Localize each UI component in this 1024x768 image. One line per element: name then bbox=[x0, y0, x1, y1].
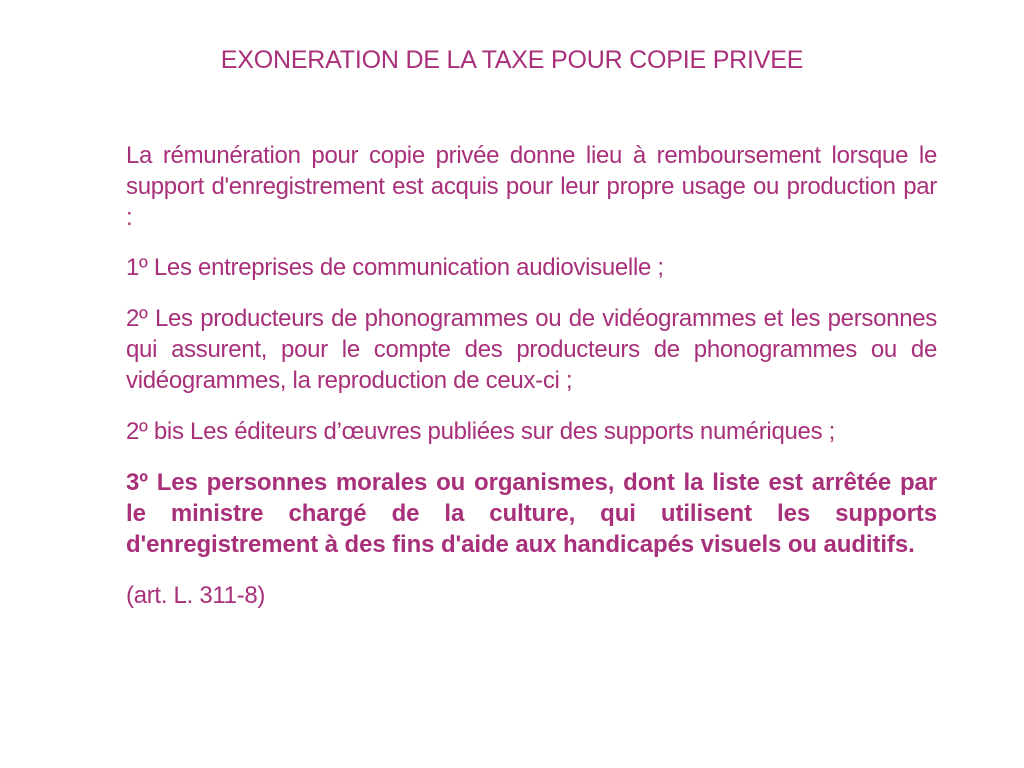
list-item-3: 3º Les personnes morales ou organismes, dont la liste est arrêtée par le ministre chargé de la culture, qui utilisent les supports d'enregistrement à des fins d'aide aux handicapés visuels ou auditifs. bbox=[126, 469, 937, 558]
list-item-2-bis: 2º bis Les éditeurs d’œuvres publiées sur des supports numériques ; bbox=[126, 418, 836, 445]
intro-paragraph: La rémunération pour copie privée donne lieu à remboursement lorsque le support d'enregistrement est acquis pour leur propre usage ou production par : bbox=[126, 142, 937, 231]
article-reference: (art. L. 311-8) bbox=[126, 582, 266, 609]
list-item-1: 1º Les entreprises de communication audiovisuelle ; bbox=[126, 254, 664, 281]
list-item-2: 2º Les producteurs de phonogrammes ou de vidéogrammes et les personnes qui assurent, pour le compte des producteurs de phonogrammes ou de vidéogrammes, la reproduction de ceux-ci ; bbox=[126, 305, 937, 394]
slide-title: EXONERATION DE LA TAXE POUR COPIE PRIVEE bbox=[220, 46, 804, 74]
slide-body bbox=[126, 140, 937, 611]
